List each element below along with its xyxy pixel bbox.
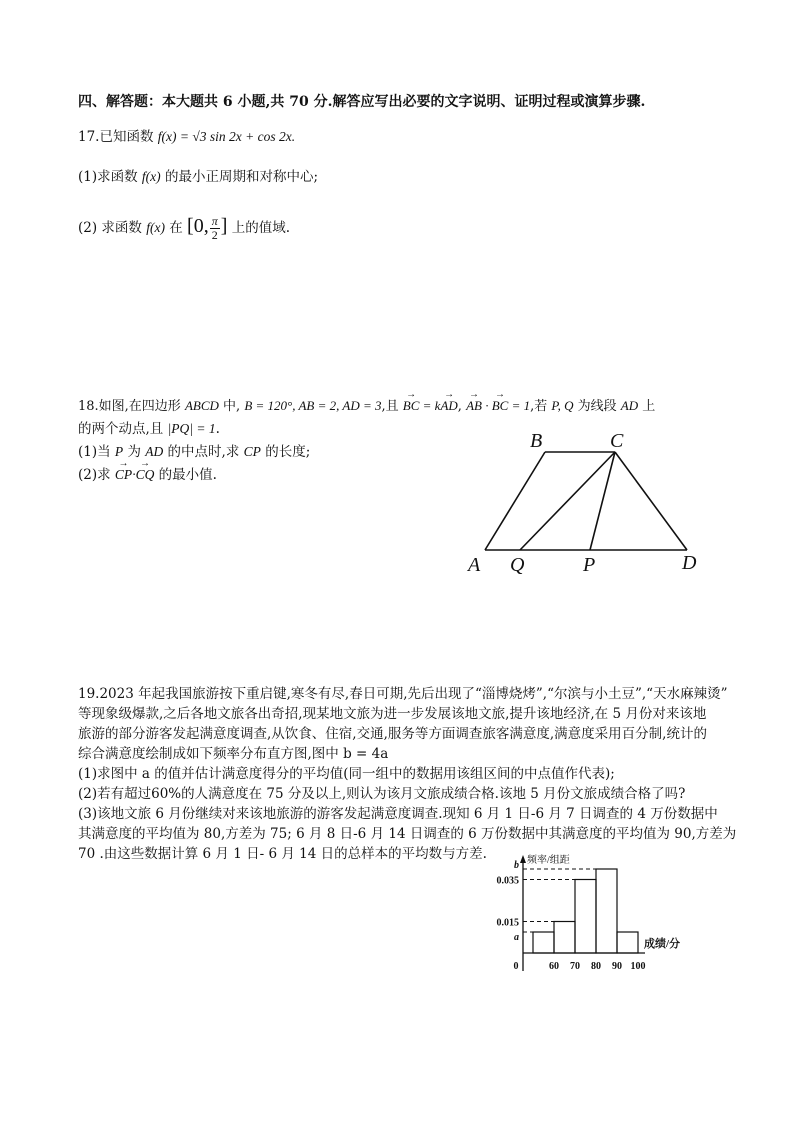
q17-stem-prefix: 17.已知函数: [78, 129, 158, 145]
q18-stem-line1: [78, 396, 655, 417]
q18-vec-ad: → AD: [440, 396, 457, 416]
q19-line-6: (2)若有超过60%的人满意度在 75 分及以上,则认为该月文旅成绩合格.该地 5 月份文旅成绩合格了吗?: [78, 786, 686, 802]
x-tick-label: 100: [630, 961, 646, 972]
q18-vec-cq: → CQ: [136, 465, 155, 485]
q19-line-3: 旅游的部分游客发起满意度调查,从饮食、住宿,交通,服务等方面调查旅客满意度,满意度采用百分制,统计的: [78, 726, 707, 742]
q18-stem-d: ,若: [530, 399, 552, 414]
q17-part1-prefix: (1)求函数: [78, 169, 142, 185]
x-tick-label: 60: [549, 961, 559, 972]
x-tick-label: 80: [591, 961, 601, 972]
q18-dot: ·: [481, 398, 492, 413]
q17-part2-mid: 在: [164, 220, 188, 236]
q19-line-7: (3)该地文旅 6 月份继续对来该地旅游的游客发起满意度调查.现知 6 月 1 日-6 月 7 日调查的 4 万份数据中: [78, 806, 718, 822]
label-c: C: [610, 430, 624, 452]
q18-part2-dot: ·: [132, 467, 136, 482]
q18-ad: AD: [620, 398, 639, 413]
q18-eq1: = 1: [508, 398, 531, 413]
q18-part1-c: 的中点时,求: [163, 444, 244, 460]
q18-part1-b: 为: [123, 444, 146, 460]
q19-line-8: 其满意度的平均值为 80,方差为 75; 6 月 8 日-6 月 14 日调查的 6 万份数据中其满意度的平均值为 90,方差为: [78, 826, 737, 842]
y-axis-arrow: [520, 855, 526, 863]
q17-part1: [78, 167, 318, 187]
q18-vec-cp: → CP: [115, 465, 132, 485]
histogram-bar: [596, 869, 617, 953]
q19-line-9: 70 .由这些数据计算 6 月 1 日- 6 月 14 日的总样本的平均数与方差.: [78, 846, 487, 862]
label-d: D: [682, 552, 697, 574]
q17-fraction: [210, 215, 220, 242]
q18-stem-f: 上: [638, 399, 656, 414]
x-tick-label: 90: [612, 961, 622, 972]
q18-eq-k: = k: [419, 398, 441, 413]
segment-cq: [520, 452, 615, 550]
y-tick-label: a: [514, 932, 519, 943]
q17-interval-right: ]: [220, 215, 228, 237]
x-axis-label: 成绩/分: [644, 938, 681, 950]
q17-fraction-num: π: [211, 214, 218, 228]
segment-cd: [615, 452, 687, 550]
q17-interval-left: [0,: [187, 215, 209, 237]
q18-line2c: .: [215, 421, 220, 437]
quadrilateral-lines: [485, 452, 687, 550]
label-a: A: [468, 554, 481, 576]
q17-part2-fx: f(x): [146, 220, 165, 235]
q18-stem-b: 中,: [218, 399, 245, 414]
q17-stem: [78, 127, 295, 147]
q17-fraction-den: 2: [211, 228, 218, 242]
histogram-guides: [523, 869, 596, 932]
q18-part1-ad: AD: [145, 444, 164, 459]
histogram-bar: [617, 932, 638, 953]
q18-figure: [460, 425, 720, 595]
q18-part2: [78, 465, 217, 485]
q19-line-2: 等现象级爆款,之后各地文旅各出奇招,现某地文旅为进一步发展该地文旅,提升该地经济,在 5 月份对来该地: [78, 706, 707, 722]
q18-part1: [78, 442, 310, 462]
q17-formula: f(x) = √3 sin 2x + cos 2x.: [157, 129, 296, 144]
q18-pq: P, Q: [551, 398, 574, 413]
q19-line-1: 19.2023 年起我国旅游按下重启键,寒冬有尽,春日可期,先后出现了“淄博烧烤”,“尔滨与小土豆”,“天水麻辣烫”: [78, 686, 728, 702]
y-tick-label: 0.035: [496, 875, 519, 887]
q17-part1-suffix: 的最小正周期和对称中心;: [160, 169, 318, 185]
q18-stem-c: ,且: [381, 399, 403, 414]
q18-part1-p: P: [114, 444, 124, 459]
q18-vec-bc: → BC: [403, 396, 420, 416]
q18-line2a: 的两个动点,且: [78, 421, 168, 437]
section-heading: 四、解答题：本大题共 6 小题,共 70 分.解答应写出必要的文字说明、证明过程或演算步骤.: [78, 94, 646, 110]
q18-part2-a: (2)求: [78, 467, 115, 483]
x-tick-labels: [514, 961, 646, 972]
y-tick-label: 0.015: [496, 917, 519, 929]
q19-line-5: (1)求图中 a 的值并估计满意度得分的平均值(同一组中的数据用该组区间的中点值作代表);: [78, 766, 615, 782]
q18-comma: ,: [457, 399, 467, 414]
histogram-axes: [520, 855, 645, 971]
x-tick-label: 0: [513, 961, 519, 972]
q18-line2b: |PQ| = 1: [167, 421, 216, 436]
q18-part2-b: 的最小值.: [154, 467, 217, 483]
segment-cp: [590, 452, 615, 550]
histogram-bars: [533, 869, 638, 953]
q18-cond: B = 120°, AB = 2, AD = 3: [244, 398, 382, 413]
y-tick-labels: [497, 860, 520, 943]
x-tick-label: 70: [570, 961, 580, 972]
q18-part1-a: (1)当: [78, 444, 115, 460]
y-axis-label: 频率/组距: [527, 855, 570, 866]
q17-part2: [78, 215, 290, 242]
label-b: B: [530, 430, 543, 452]
q18-stem-a: 18.如图,在四边形: [78, 399, 185, 414]
histogram-bar: [554, 922, 575, 954]
label-p: P: [583, 554, 596, 576]
q18-part1-d: 的长度;: [260, 444, 311, 460]
q19-line-4: 综合满意度绘制成如下频率分布直方图,图中 b = 4a: [78, 746, 389, 762]
y-tick-label: b: [514, 860, 519, 871]
q18-vec-bc2: → BC: [492, 396, 509, 416]
q17-part1-fx: f(x): [141, 169, 161, 184]
q18-stem-e: 为线段: [573, 399, 621, 414]
histogram-bar: [533, 932, 554, 953]
histogram-chart: [485, 853, 685, 983]
q19-text: [78, 684, 736, 864]
q18-stem-line2: [78, 419, 220, 439]
histogram-bar: [575, 880, 596, 954]
label-q: Q: [510, 554, 525, 576]
q18-quad: ABCD: [184, 398, 219, 413]
segment-ab: [485, 452, 545, 550]
q17-part2-suffix: 上的值域.: [227, 220, 290, 236]
q18-vec-ab: → AB: [466, 396, 482, 416]
q18-part1-cp: CP: [243, 444, 261, 459]
q17-part2-prefix: (2) 求函数: [78, 220, 147, 236]
